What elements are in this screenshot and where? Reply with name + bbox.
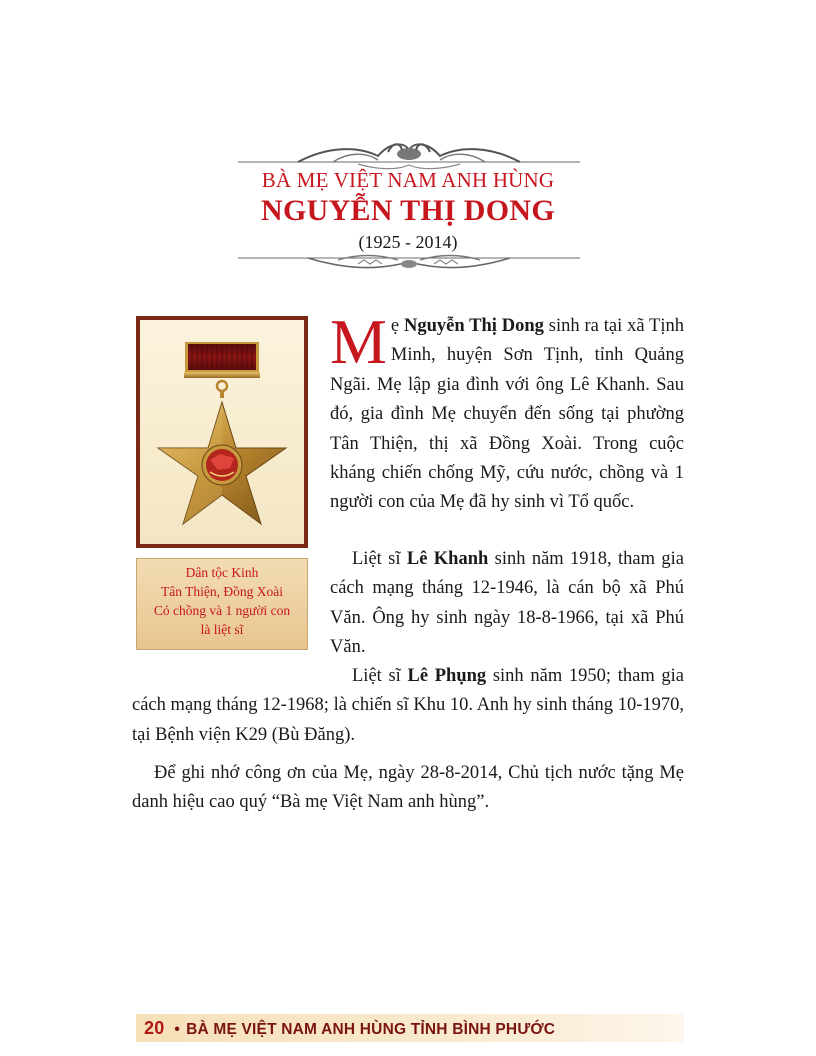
paragraph-text: sinh ra tại xã Tịnh Minh, huyện Sơn Tịnh, tỉnh Quảng Ngãi. Mẹ lập gia đình với ông Lê Khanh. Sau đó, gia đình Mẹ chuyển đến sống tại phường Tân Thiện, thị xã Đồng Xoài. Trong cuộc kháng chiến chống Mỹ, cứu nước, chồng và 1 người con của Mẹ đã hy sinh vì Tổ quốc. <box>330 316 684 513</box>
paragraph-text: Liệt sĩ <box>352 666 408 686</box>
footer-separator: • <box>174 1021 181 1038</box>
martyr-name-bold: Lê Phụng <box>407 666 487 686</box>
caption-line: Tân Thiện, Đồng Xoài <box>161 584 283 599</box>
medal-caption <box>136 558 308 650</box>
paragraph-text: Liệt sĩ <box>352 549 407 569</box>
page-number: 20 <box>144 1018 165 1038</box>
page-footer <box>136 1014 684 1042</box>
person-name: NGUYỄN THỊ DONG <box>261 194 555 227</box>
martyr-name-bold: Lê Khanh <box>406 549 489 569</box>
person-name-bold: Nguyễn Thị Dong <box>403 316 544 336</box>
paragraph-text: sinh năm 1950; tham gia cách mạng tháng 12-1968; là chiến sĩ Khu 10. Anh hy sinh tháng 10-1970, tại Bệnh viện K29 (Bù Đăng). <box>132 666 684 745</box>
paragraph-biography <box>330 306 684 518</box>
honorific-title: BÀ MẸ VIỆT NAM ANH HÙNG <box>261 168 555 192</box>
life-years: (1925 - 2014) <box>358 232 458 252</box>
caption-line: Có chồng và 1 người con <box>153 603 291 618</box>
book-title: BÀ MẸ VIỆT NAM ANH HÙNG TỈNH BÌNH PHƯỚC <box>186 1021 556 1038</box>
scroll-ornament-icon <box>238 132 580 172</box>
paragraph-martyr-husband <box>330 545 684 663</box>
footer-text <box>144 1018 555 1039</box>
hero-star-medal-icon <box>140 320 304 544</box>
paragraph-honor: Để ghi nhớ công ơn của Mẹ, ngày 28-8-2014, Chủ tịch nước tặng Mẹ danh hiệu cao quý “Bà mẹ Việt Nam anh hùng”. <box>132 763 684 813</box>
caption-line: là liệt sĩ <box>200 622 244 637</box>
medal-photo <box>140 320 304 544</box>
paragraph-martyr-son <box>132 662 684 750</box>
leaf-ornament-icon <box>238 250 580 276</box>
medal-photo-frame <box>136 316 308 548</box>
drop-cap: M <box>330 306 387 377</box>
paragraph-text: sinh năm 1918, tham gia cách mạng tháng 12-1946, là cán bộ xã Phú Văn. Ông hy sinh ngày 18-8-1966, tại xã Phú Văn. <box>330 549 684 658</box>
caption-line: Dân tộc Kinh <box>185 565 259 580</box>
paragraph-text: ẹ <box>390 316 404 336</box>
